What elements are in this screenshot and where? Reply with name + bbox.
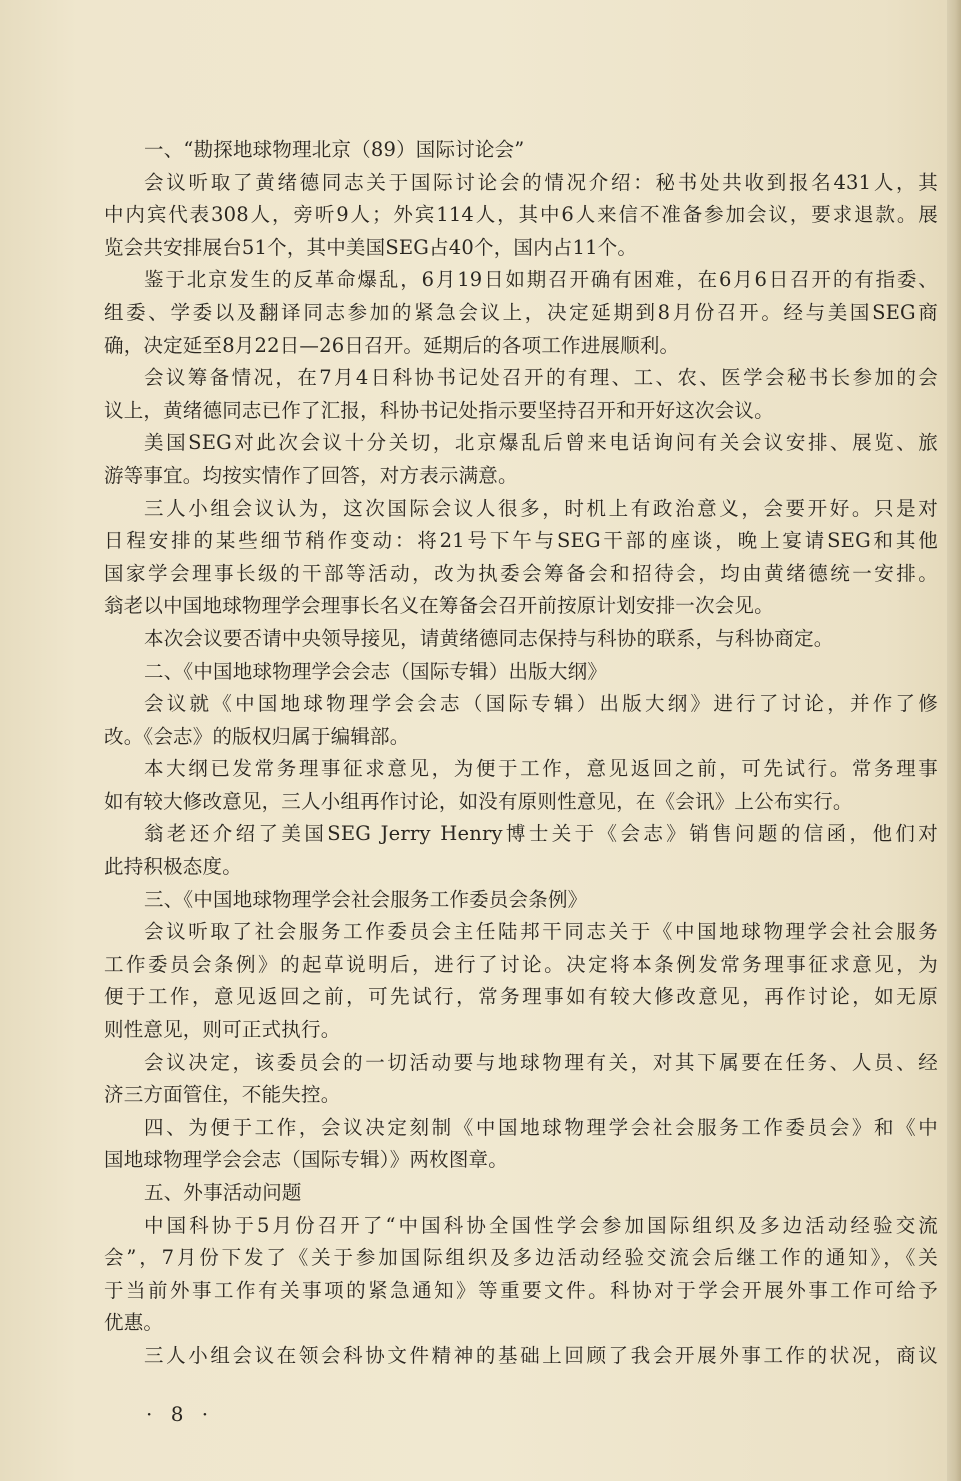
text-line: 美国SEG对此次会议十分关切，北京爆乱后曾来电话询问有关会议安排、展览、旅 — [144, 431, 938, 455]
text-line: 会议决定，该委员会的一切活动要与地球物理有关，对其下属要在任务、人员、经 — [144, 1050, 938, 1074]
page-edge-shadow — [947, 0, 961, 1481]
text-line: 国家学会理事长级的干部等活动，改为执委会筹备会和招待会，均由黄绪德统一安排。 — [104, 561, 938, 585]
text-line: 翁老还介绍了美国SEG Jerry Henry博士关于《会志》销售问题的信函，他们对 — [144, 822, 938, 846]
text-line: 三人小组会议认为，这次国际会议人很多，时机上有政治意义，会要开好。只是对 — [144, 496, 938, 520]
text-line: 组委、学委以及翻译同志参加的紧急会议上，决定延期到8月份召开。经与美国SEG商 — [104, 300, 938, 324]
text-line: 济三方面管住，不能失控。 — [104, 1083, 341, 1107]
text-line: 本次会议要否请中央领导接见，请黄绪德同志保持与科协的联系，与科协商定。 — [144, 626, 834, 650]
text-line: 改。《会志》的版权归属于编辑部。 — [104, 724, 410, 748]
text-line: 会议听取了黄绪德同志关于国际讨论会的情况介绍：秘书处共收到报名431人，其 — [144, 170, 938, 194]
text-line: 鉴于北京发生的反革命爆乱，6月19日如期召开确有困难，在6月6日召开的有指委、 — [144, 268, 938, 292]
text-line: 优惠。 — [104, 1311, 164, 1335]
text-line: 确，决定延至8月22日—26日召开。延期后的各项工作进展顺利。 — [104, 333, 680, 357]
text-line: 会议筹备情况，在7月4日科协书记处召开的有理、工、农、医学会秘书长参加的会 — [144, 366, 938, 390]
page-number: · 8 · — [146, 1402, 215, 1426]
text-line: 三、《中国地球物理学会社会服务工作委员会条例》 — [144, 887, 588, 911]
text-line: 二、《中国地球物理学会会志（国际专辑）出版大纲》 — [144, 659, 608, 683]
text-line: 便于工作，意见返回之前，可先试行，常务理事如有较大修改意见，再作讨论，如无原 — [104, 985, 938, 1009]
text-line: 三人小组会议在领会科协文件精神的基础上回顾了我会开展外事工作的状况，商议 — [144, 1343, 938, 1367]
text-line: 本大纲已发常务理事征求意见，为便于工作，意见返回之前，可先试行。常务理事 — [144, 757, 938, 781]
text-line: 会议就《中国地球物理学会会志（国际专辑）出版大纲》进行了讨论，并作了修 — [144, 692, 938, 716]
text-line: 一、“勘探地球物理北京（89）国际讨论会” — [144, 138, 525, 161]
text-line: 国地球物理学会会志（国际专辑）》两枚图章。 — [104, 1148, 508, 1172]
text-line: 议上，黄绪德同志已作了汇报，科协书记处指示要坚持召开和开好这次会议。 — [104, 398, 774, 422]
text-line: 四、为便于工作，会议决定刻制《中国地球物理学会社会服务工作委员会》和《中 — [144, 1115, 938, 1139]
text-line: 中国科协于5月份召开了“中国科协全国性学会参加国际组织及多边活动经验交流 — [144, 1213, 938, 1237]
text-line: 日程安排的某些细节稍作变动：将21号下午与SEG干部的座谈，晚上宴请SEG和其他 — [104, 529, 938, 553]
text-line: 如有较大修改意见，三人小组再作讨论，如没有原则性意见，在《会讯》上公布实行。 — [104, 789, 853, 813]
text-line: 此持积极态度。 — [104, 855, 242, 879]
text-line: 会”，7月份下发了《关于参加国际组织及多边活动经验交流会后继工作的通知》，《关 — [104, 1246, 938, 1270]
text-line: 工作委员会条例》的起草说明后，进行了讨论。决定将本条例发常务理事征求意见，为 — [104, 952, 938, 976]
text-line: 翁老以中国地球物理学会理事长名义在筹备会召开前按原计划安排一次会见。 — [104, 594, 774, 618]
text-line: 五、外事活动问题 — [144, 1181, 302, 1204]
text-line: 会议听取了社会服务工作委员会主任陆邦干同志关于《中国地球物理学会社会服务 — [144, 920, 938, 944]
text-line: 览会共安排展台51个，其中美国SEG占40个，国内占11个。 — [104, 235, 638, 259]
text-line: 中内宾代表308人，旁听9人；外宾114人，其中6人来信不准备参加会议，要求退款。展 — [104, 203, 938, 227]
text-line: 于当前外事工作有关事项的紧急通知》等重要文件。科协对于学会开展外事工作可给予 — [104, 1278, 938, 1302]
text-line: 游等事宜。均按实情作了回答，对方表示满意。 — [104, 463, 518, 487]
text-line: 则性意见，则可正式执行。 — [104, 1018, 341, 1042]
document-body — [104, 134, 938, 1373]
